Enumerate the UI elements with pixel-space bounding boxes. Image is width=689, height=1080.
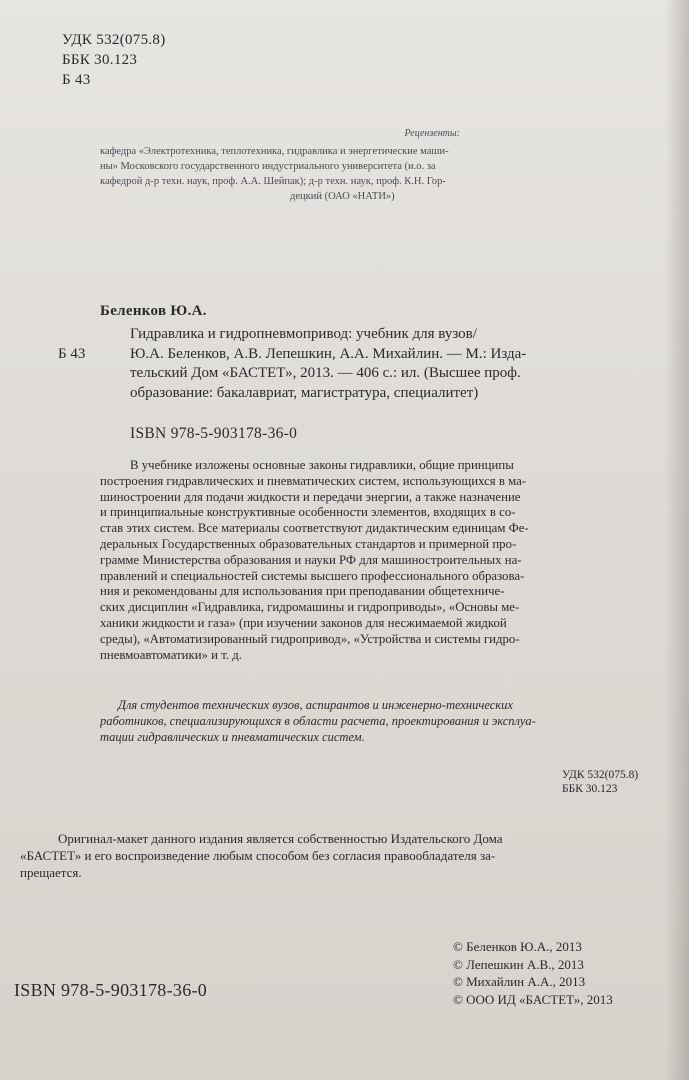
abstract-line: ханики жидкости и газа» (при изучении законов для несжимаемой жидкой [100,615,507,630]
copyright-line: © Михайлин А.А., 2013 [453,974,586,989]
udk-code: УДК 532(075.8) [62,32,166,48]
notice-line: прещается. [20,865,82,880]
copyright-notice [20,830,675,881]
audience-line: работников, специализирующихся в области расчета, проектирования и эксплуа- [100,714,536,728]
abstract-line: среды), «Автоматизированный гидропривод», «Устройства и системы гидро- [100,631,520,646]
copyright-line: © Лепешкин А.В., 2013 [453,956,584,972]
audience-line: Для студентов технических вузов, аспирантов и инженерно-технических [118,698,513,712]
author-heading: Беленков Ю.А. [100,303,207,319]
bbk-code: ББК 30.123 [562,783,618,795]
biblio-author-mark: Б 43 [58,345,86,362]
biblio-line: Ю.А. Беленков, А.В. Лепешкин, А.А. Михайлин. — М.: Изда- [130,345,527,362]
biblio-line: образование: бакалавриат, магистратура, специалитет) [130,384,479,401]
abstract-paragraph [100,458,678,663]
copyright-line: © ООО ИД «БАСТЕТ», 2013 [453,991,613,1007]
audience-line: тации гидравлических и пневматических систем. [100,730,365,744]
biblio-line: тельский Дом «БАСТЕТ», 2013. — 406 с.: ил. (Высшее проф. [130,365,521,381]
abstract-line: и принципиальные конструктивные особенности элементов, входящих в со- [100,505,516,520]
abstract-line: шиностроении для подачи жидкости и передачи энергии, а также назначение [100,489,521,504]
abstract-line: В учебнике изложены основные законы гидравлики, общие принципы [130,458,514,472]
abstract-line: ских дисциплин «Гидравлика, гидромашины и гидроприводы», «Основы ме- [100,600,520,615]
audience-paragraph [100,697,678,745]
abstract-line: ния и рекомендованы для использования при преподавании общетехниче- [100,584,505,599]
udk-code: УДК 532(075.8) [562,769,639,781]
isbn-bottom: ISBN 978-5-903178-36-0 [14,980,208,1000]
reviewers-line: кафедра «Электротехника, теплотехника, гидравлика и энергетические маши- [100,146,449,157]
reviewers-line: кафедрой д-р техн. наук, проф. А.А. Шейпак); д-р техн. наук, проф. К.Н. Гор- [100,176,446,187]
bbk-code: ББК 30.123 [62,52,138,68]
notice-line: «БАСТЕТ» и его воспроизведение любым способом без согласия правообладателя за- [20,848,496,863]
reviewers-block [100,126,660,204]
abstract-line: деральных Государственных образовательных стандартов и примерной про- [100,536,517,551]
abstract-line: грамме Министерства образования и науки РФ для машиностроительных на- [100,552,522,567]
abstract-line: став этих систем. Все материалы соответствуют дидактическим единицам Фе- [100,521,529,536]
reviewers-title: Рецензенты: [404,128,460,139]
reviewers-line: ны» Московского государственного индустриального университета (и.о. за [100,161,436,172]
abstract-line: построения гидравлических и пневматических систем, использующихся в ма- [100,473,527,488]
classification-codes-bottom [562,768,638,796]
isbn-top: ISBN 978-5-903178-36-0 [130,425,298,442]
bibliographic-description [58,325,658,403]
abstract-line: пневмоавтоматики» и т. д. [100,647,242,662]
author-mark: Б 43 [62,72,91,88]
notice-line: Оригинал-макет данного издания является собственностью Издательского Дома [58,831,503,846]
copyright-holders [453,938,613,1008]
reviewers-line: децкий (ОАО «НАТИ») [290,191,395,202]
abstract-line: правлений и специальностей системы высшего профессионального образова- [100,568,525,583]
biblio-line: Гидравлика и гидропневмопривод: учебник для вузов/ [130,326,477,342]
copyright-line: © Беленков Ю.А., 2013 [453,939,582,954]
classification-codes [62,30,166,90]
